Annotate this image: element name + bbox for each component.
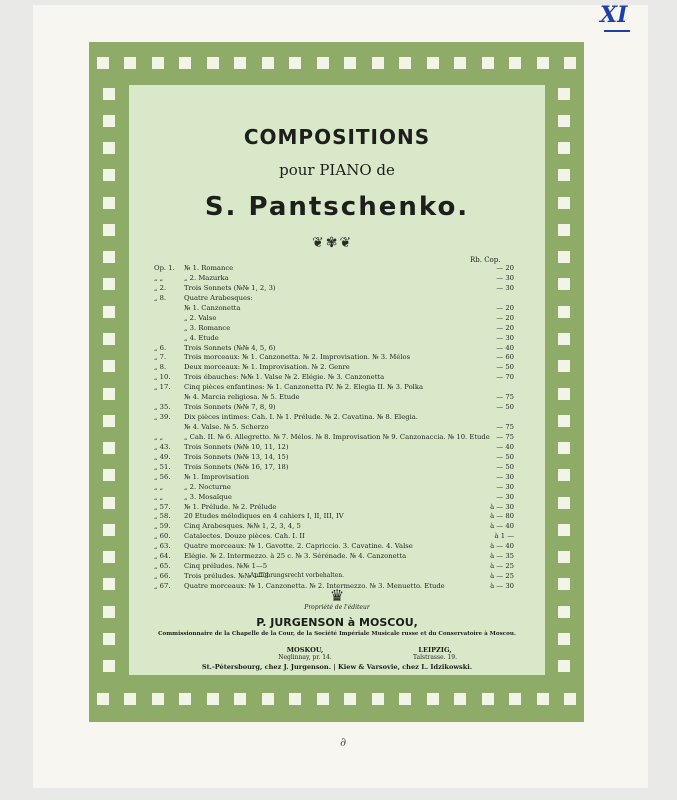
price: — 75 xyxy=(496,393,514,402)
city-moskou xyxy=(260,646,350,661)
list-item xyxy=(154,552,514,562)
work-title: Trois Sonnets (№№ 1, 2, 3) xyxy=(184,283,276,292)
list-item xyxy=(154,453,514,463)
work-title: Trois Sonnets (№№ 16, 17, 18) xyxy=(184,462,289,471)
list-item xyxy=(154,443,514,453)
ornament-divider: ❦✾❦ xyxy=(312,235,354,251)
list-item xyxy=(154,493,514,503)
work-title: № 1. Improvisation xyxy=(184,472,249,481)
opus-number: „ 10. xyxy=(154,373,171,382)
corner-mark-underline xyxy=(604,30,630,32)
list-item xyxy=(154,542,514,552)
work-title: Cinq Arabesques. №№ 1, 2, 3, 4, 5 xyxy=(184,522,301,531)
border-bottom-vine xyxy=(89,680,584,718)
work-title: Trois préludes. №№ 1—3 xyxy=(184,572,269,581)
price: — 30 xyxy=(496,333,514,342)
opus-number: „ 39. xyxy=(154,413,171,422)
work-title: Trois Sonnets (№№ 10, 11, 12) xyxy=(184,442,289,451)
list-item xyxy=(154,383,514,393)
work-title: „ 2. Mazurka xyxy=(184,273,229,282)
list-item xyxy=(154,403,514,413)
list-item xyxy=(154,373,514,383)
list-item xyxy=(154,264,514,274)
list-item xyxy=(154,522,514,532)
work-title: Quatre morceaux: № 1. Gavotte. 2. Capriccio. 3. Cavatine. 4. Valse xyxy=(184,542,413,551)
composer-name: S. Pantschenko. xyxy=(204,192,470,222)
opus-number: „ 35. xyxy=(154,403,171,412)
opus-number: „ 6. xyxy=(154,343,167,352)
price: — 30 xyxy=(496,283,514,292)
work-title: Elégie. № 2. Intermezzo. à 25 c. № 3. Sérénade. № 4. Canzonetta xyxy=(184,552,407,561)
opus-number: „ 57. xyxy=(154,502,171,511)
price: — 40 xyxy=(496,442,514,451)
opus-number: „ 43. xyxy=(154,442,171,451)
price: à — 25 xyxy=(490,562,514,571)
price: — 20 xyxy=(496,323,514,332)
opus-number: „ „ xyxy=(154,482,164,491)
price: à — 30 xyxy=(490,502,514,511)
work-title: Deux morceaux: № 1. Improvisation. № 2. Genre xyxy=(184,363,350,372)
price: — 30 xyxy=(496,482,514,491)
list-item xyxy=(154,433,514,443)
border-top-vine xyxy=(89,44,584,82)
list-item xyxy=(154,423,514,433)
city-leipzig-address: Talstrasse. 19. xyxy=(412,654,458,661)
work-title: „ 4. Etude xyxy=(184,333,219,342)
price: — 20 xyxy=(496,264,514,272)
list-item xyxy=(154,294,514,304)
work-title: „ 3. Mosaïque xyxy=(184,492,232,501)
opus-number: „ 49. xyxy=(154,452,171,461)
price: — 50 xyxy=(496,452,514,461)
opus-number: „ 67. xyxy=(154,582,171,590)
list-item xyxy=(154,393,514,403)
work-title: Trois Sonnets (№№ 7, 8, 9) xyxy=(184,403,276,412)
work-title: Quatre morceaux: № 1. Canzonetta. № 2. Intermezzo. № 3. Menuetto. Etude xyxy=(184,582,445,590)
price: à — 25 xyxy=(490,572,514,581)
price: — 30 xyxy=(496,472,514,481)
list-item xyxy=(154,512,514,522)
price: — 75 xyxy=(496,432,514,441)
imperial-eagle-icon: ♛ xyxy=(329,586,345,605)
work-title: № 4. Marcia religiosa. № 5. Etude xyxy=(184,393,300,402)
border-right-vine xyxy=(544,80,584,680)
opus-number: „ 65. xyxy=(154,562,171,571)
work-title: № 1. Prélude. № 2. Prélude xyxy=(184,502,277,511)
opus-number: „ 51. xyxy=(154,462,171,471)
city-leipzig xyxy=(390,646,480,661)
price: — 30 xyxy=(496,273,514,282)
opus-number: „ 64. xyxy=(154,552,171,561)
work-title: Quatre Arabesques: xyxy=(184,293,253,302)
list-item xyxy=(154,473,514,483)
title-compositions: COMPOSITIONS xyxy=(243,125,431,149)
work-title: № 1. Romance xyxy=(184,264,234,272)
opus-number: „ 63. xyxy=(154,542,171,551)
list-item xyxy=(154,503,514,513)
list-item xyxy=(154,274,514,284)
opus-number: „ 2. xyxy=(154,283,167,292)
list-item xyxy=(154,344,514,354)
opus-number: „ 59. xyxy=(154,522,171,531)
list-item xyxy=(154,532,514,542)
list-item xyxy=(154,353,514,363)
list-item xyxy=(154,334,514,344)
corner-handwritten-mark: XI xyxy=(600,2,628,28)
city-moskou-address: Neglinnay, pr. 14. xyxy=(278,654,332,661)
work-title: Dix pièces intimes: Cah. I. № 1. Prélude. № 2. Cavatina. № 8. Elegia. xyxy=(184,413,418,422)
publisher-credentials: Commissionnaire de la Chapelle de la Cour, de la Société Impériale Musicale russe et du Conservatoire à Moscou. xyxy=(158,631,516,637)
work-title: Trois Sonnets (№№ 13, 14, 15) xyxy=(184,452,289,461)
opus-number: „ „ xyxy=(154,432,164,441)
opus-number: „ „ xyxy=(154,492,164,501)
price: à — 80 xyxy=(490,512,514,521)
opus-number: „ 17. xyxy=(154,383,171,392)
work-title: „ 2. Valse xyxy=(184,313,217,322)
price: — 20 xyxy=(496,313,514,322)
publisher-name: P. JURGENSON à MOSCOU, xyxy=(256,616,418,629)
price: à — 30 xyxy=(490,582,514,590)
work-title: „ 3. Romance xyxy=(184,323,231,332)
work-title: 20 Etudes mélodiques en 4 cahiers I, II, III, IV xyxy=(184,512,344,521)
price: — 50 xyxy=(496,403,514,412)
list-item xyxy=(154,324,514,334)
price: — 40 xyxy=(496,343,514,352)
opus-number: „ 8. xyxy=(154,293,167,302)
works-list xyxy=(154,264,514,592)
price: — 50 xyxy=(496,462,514,471)
work-title: Trois ébauches: №№ 1. Valse № 2. Elégie. № 3. Canzonetta xyxy=(184,373,385,382)
pencil-scribble: ∂ xyxy=(340,735,347,749)
work-title: Trois Sonnets (№№ 4, 5, 6) xyxy=(184,343,276,352)
price: à 1 — xyxy=(494,532,514,541)
list-item xyxy=(154,363,514,373)
price-column-header: Rb. Cop. xyxy=(470,256,501,264)
work-title: Trois morceaux: № 1. Canzonetta. № 2. Improvisation. № 3. Mélos xyxy=(184,353,411,362)
price: à — 40 xyxy=(490,542,514,551)
opus-number: Op. 1. xyxy=(154,264,175,272)
list-item xyxy=(154,463,514,473)
publisher-property: Propriété de l'éditeur xyxy=(304,604,370,611)
price: — 20 xyxy=(496,303,514,312)
list-item xyxy=(154,314,514,324)
list-item xyxy=(154,483,514,493)
opus-number: „ 7. xyxy=(154,353,167,362)
border-left-vine xyxy=(89,80,129,680)
work-title: Catalectes. Douze pièces. Cah. I. II xyxy=(184,532,305,541)
price: — 75 xyxy=(496,423,514,431)
work-title: № 1. Canzonetta xyxy=(184,303,241,312)
city-leipzig-name: LEIPZIG, xyxy=(418,646,452,654)
list-item xyxy=(154,562,514,572)
publisher-branches: St.-Pétersbourg, chez J. Jurgenson. | Kiew & Varsovie, chez L. Idzikowski. xyxy=(201,663,473,671)
price: — 60 xyxy=(496,353,514,362)
price: à — 35 xyxy=(490,552,514,561)
work-title: Cinq pièces enfantines: № 1. Canzonetta IV. № 2. Elegia II. № 3. Polka xyxy=(184,383,424,392)
opus-number: „ 8. xyxy=(154,363,167,372)
work-title: № 4. Valse. № 5. Scherzo xyxy=(184,423,269,431)
price: — 50 xyxy=(496,363,514,372)
price: — 70 xyxy=(496,373,514,382)
list-item xyxy=(154,413,514,423)
title-subtitle: pour PIANO de xyxy=(279,161,395,179)
opus-number: „ „ xyxy=(154,273,164,282)
list-item xyxy=(154,284,514,294)
price: — 30 xyxy=(496,492,514,501)
work-title: „ Cah. II. № 6. Allegretto. № 7. Mélos. № 8. Improvisation № 9. Canzonaccia. № 10. Etude xyxy=(184,432,490,441)
price: à — 40 xyxy=(490,522,514,531)
opus-number: „ 56. xyxy=(154,472,171,481)
work-title: „ 2. Nocturne xyxy=(184,482,231,491)
performing-rights-note: Aufführungsrecht vorbehalten. xyxy=(250,572,345,579)
opus-number: „ 60. xyxy=(154,532,171,541)
opus-number: „ 66. xyxy=(154,572,171,581)
city-moskou-name: MOSKOU, xyxy=(286,646,324,654)
opus-number: „ 58. xyxy=(154,512,171,521)
list-item xyxy=(154,304,514,314)
work-title: Cinq préludes. №№ 1—5 xyxy=(184,562,268,571)
